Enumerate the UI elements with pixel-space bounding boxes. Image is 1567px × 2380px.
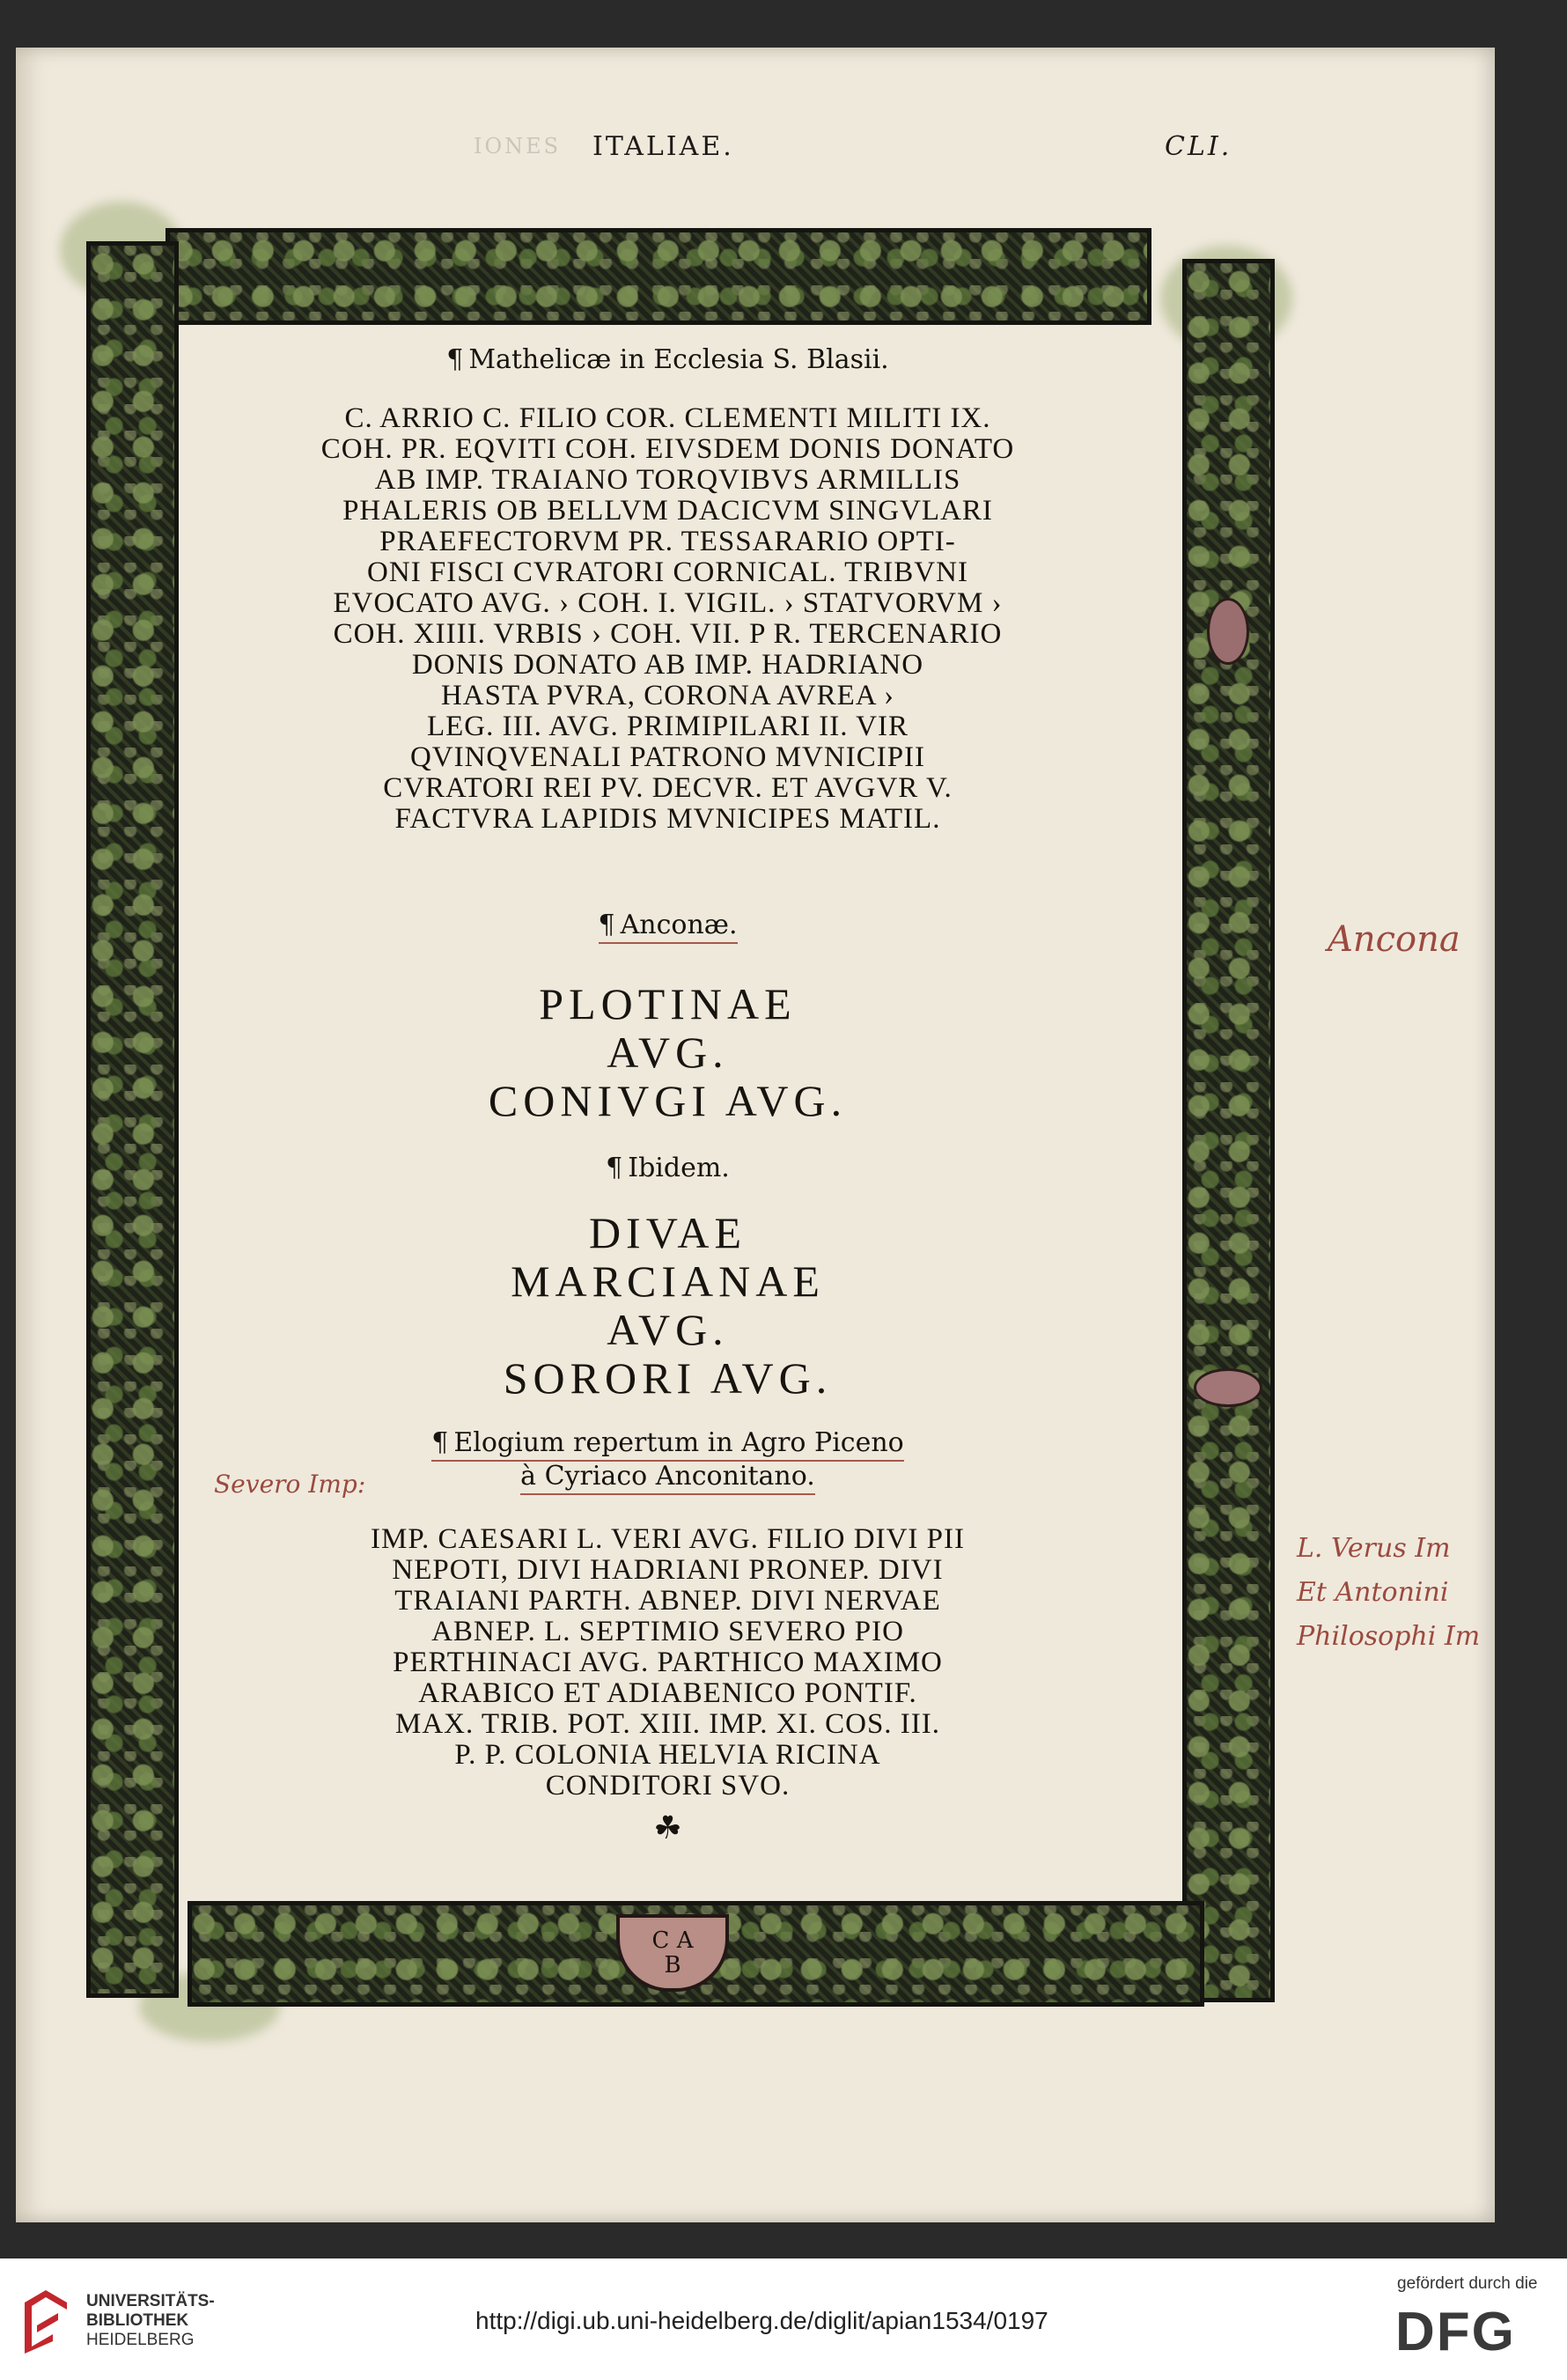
inscription-line: P. P. COLONIA HELVIA RICINA — [454, 1739, 881, 1771]
pilcrow-icon: ¶ — [431, 1427, 449, 1458]
inscription-line: ABNEP. L. SEPTIMIO SEVERO PIO — [431, 1616, 904, 1647]
library-name: UNIVERSITÄTS- BIBLIOTHEK HEIDELBERG — [86, 2292, 215, 2349]
inscription-line: PHALERIS OB BELLVM DACICVM SINGVLARI — [342, 495, 993, 527]
book-page — [16, 48, 1495, 2222]
inscription-line: FACTVRA LAPIDIS MVNICIPES MATIL. — [394, 803, 941, 835]
marginal-note-anconae: Ancona — [1328, 919, 1460, 960]
viewer-footer — [0, 2258, 1567, 2380]
ornament-bead — [1194, 1368, 1262, 1407]
inscription-line: IMP. CAESARI L. VERI AVG. FILIO DIVI PII — [371, 1523, 965, 1555]
university-library-logo-icon — [19, 2285, 72, 2357]
inscription-line: MARCIANAE — [511, 1256, 825, 1306]
inscription-line: AB IMP. TRAIANO TORQVIBVS ARMILLIS — [374, 464, 961, 496]
pilcrow-icon: ¶ — [598, 910, 615, 940]
permalink-url[interactable]: http://digi.ub.uni-heidelberg.de/diglit/apian1534/0197 — [475, 2307, 1048, 2334]
inscription-line: COH. XIIII. VRBIS › COH. VII. P R. TERCENARIO — [333, 618, 1003, 650]
pilcrow-icon: ¶ — [446, 344, 464, 375]
inscription-line: PLOTINAE — [539, 979, 797, 1028]
border-right-column — [1182, 259, 1275, 2002]
inscription-line: ARABICO ET ADIABENICO PONTIF. — [418, 1677, 917, 1709]
inscription-line: LEG. III. AVG. PRIMIPILARI II. VIR — [426, 711, 909, 742]
dfg-logo: DFG — [1395, 2302, 1516, 2362]
inscription-line: ONI FISCI CVRATORI CORNICAL. TRIBVNI — [367, 556, 968, 588]
inscription-line: AVG. — [607, 1028, 729, 1077]
inscription-line: CVRATORI REI PV. DECVR. ET AVGVR V. — [383, 772, 953, 804]
folio-number: CLI. — [1165, 131, 1232, 162]
inscription-line: DONIS DONATO AB IMP. HADRIANO — [411, 649, 924, 681]
section-heading-ibidem: ¶ Ibidem. — [606, 1153, 730, 1183]
inscription-line: DIVAE — [588, 1208, 747, 1257]
inscription-line: NEPOTI, DIVI HADRIANI PRONEP. DIVI — [392, 1554, 944, 1586]
border-left-column — [86, 241, 179, 1998]
inscription-line: PRAEFECTORVM PR. TESSARARIO OPTI- — [379, 526, 956, 557]
inscription-text-area — [173, 230, 1163, 1903]
inscription-line: SORORI AVG. — [503, 1353, 833, 1403]
marginal-note-severo: Severo Imp: — [214, 1470, 366, 1499]
pilcrow-icon: ¶ — [606, 1153, 623, 1183]
ornament-bead — [1207, 598, 1249, 665]
inscription-line: CONIVGI AVG. — [488, 1076, 848, 1125]
section-heading-elogium: ¶ Elogium repertum in Agro Piceno — [173, 1427, 1163, 1458]
printer-shield-emblem: C A B — [616, 1914, 729, 1992]
section-heading-anconae: ¶ Anconæ. — [173, 910, 1163, 940]
inscription-line: EVOCATO AVG. › COH. I. VIGIL. › STATVORVM › — [333, 587, 1003, 619]
inscription-line: COH. PR. EQVITI COH. EIVSDEM DONIS DONATO — [320, 433, 1015, 465]
inscription-line: PERTHINACI AVG. PARTHICO MAXIMO — [393, 1647, 943, 1678]
inscription-line: C. ARRIO C. FILIO COR. CLEMENTI MILITI IX. — [344, 402, 991, 434]
inscription-line: TRAIANI PARTH. ABNEP. DIVI NERVAE — [394, 1585, 941, 1617]
funding-note: gefördert durch die — [1397, 2274, 1538, 2293]
running-title: ITALIAE. — [592, 131, 734, 162]
bleed-through-heading: IONES — [474, 134, 562, 158]
inscription-line: CONDITORI SVO. — [545, 1770, 791, 1802]
inscription-line: AVG. — [607, 1305, 729, 1354]
inscription-line: QVINQVENALI PATRONO MVNICIPII — [409, 741, 926, 773]
fleuron-ornament-icon: ☘ — [653, 1810, 682, 1846]
inscription-line: HASTA PVRA, CORONA AVREA › — [440, 680, 895, 711]
section-heading-mathelicae: ¶ Mathelicæ in Ecclesia S. Blasii. — [446, 344, 889, 375]
section-subheading-elogium: à Cyriaco Anconitano. — [173, 1461, 1163, 1492]
marginal-note-verus: L. Verus Im Et Antonini Philosophi Im — [1297, 1533, 1481, 1652]
inscription-line: MAX. TRIB. POT. XIII. IMP. XI. COS. III. — [394, 1708, 941, 1740]
